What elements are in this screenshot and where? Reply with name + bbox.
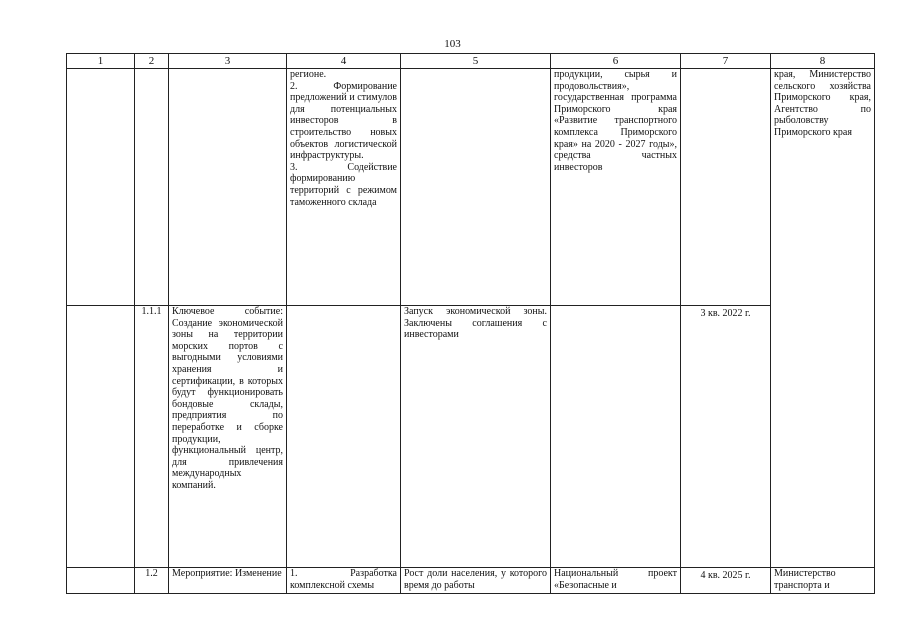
cell-paragraph: 2. Формирование предложений и стимулов для потенциальных инвесторов в строительство новых объектов логистической инфраструктуры. — [290, 80, 397, 162]
cell-col3 — [169, 69, 287, 306]
cell-actions — [287, 69, 401, 306]
table-row — [67, 306, 875, 568]
page-number: 103 — [444, 38, 461, 50]
column-number: 1 — [67, 54, 135, 69]
cell-deadline: 3 кв. 2022 г. — [681, 306, 771, 568]
cell-col1 — [67, 69, 135, 306]
cell-paragraph: регионе. — [290, 69, 327, 80]
cell-funding-source — [551, 306, 681, 568]
cell-responsible: края, Министерство сельского хозяйства Приморского края, Агентство по рыболовству Приморского края — [771, 69, 875, 568]
cell-deadline: 4 кв. 2025 г. — [681, 568, 771, 594]
column-number: 8 — [771, 54, 875, 69]
cell-col7 — [681, 69, 771, 306]
cell-measure-name: Ключевое событие: Создание экономической зоны на территории морских портов с выгодными условиями хранения и сертификации, в которых будут функционировать бондовые склады, предприятия по переработке и сборке продукции, функциональный центр, для привлечения международных компаний. — [169, 306, 287, 568]
cell-item-code: 1.2 — [135, 568, 169, 594]
cell-col5 — [401, 69, 551, 306]
cell-actions-text — [290, 69, 397, 208]
column-number: 3 — [169, 54, 287, 69]
table-row — [67, 69, 875, 306]
cell-actions: 1. Разработка комплексной схемы — [287, 568, 401, 594]
cell-actions — [287, 306, 401, 568]
cell-col1 — [67, 306, 135, 568]
cell-funding-source: продукции, сырья и продовольствия», государственная программа Приморского края «Развитие транспортного комплекса Приморского края» на 2020 - 2027 годы», средства частных инвесторов — [551, 69, 681, 306]
cell-paragraph: 3. Содействие формированию территорий с режимом таможенного склада — [290, 161, 397, 208]
cell-col2 — [135, 69, 169, 306]
cell-responsible: Министерство транспорта и — [771, 568, 875, 594]
cell-measure-name: Мероприятие: Изменение — [169, 568, 287, 594]
column-number-row — [67, 54, 875, 69]
column-number: 2 — [135, 54, 169, 69]
column-number: 4 — [287, 54, 401, 69]
cell-col1 — [67, 568, 135, 594]
column-number: 7 — [681, 54, 771, 69]
measures-table — [66, 53, 875, 594]
column-number: 6 — [551, 54, 681, 69]
cell-result: Запуск экономической зоны. Заключены соглашения с инвесторами — [401, 306, 551, 568]
cell-item-code: 1.1.1 — [135, 306, 169, 568]
column-number: 5 — [401, 54, 551, 69]
table-row — [67, 568, 875, 594]
cell-funding-source: Национальный проект «Безопасные и — [551, 568, 681, 594]
cell-result: Рост доли населения, у которого время до работы — [401, 568, 551, 594]
